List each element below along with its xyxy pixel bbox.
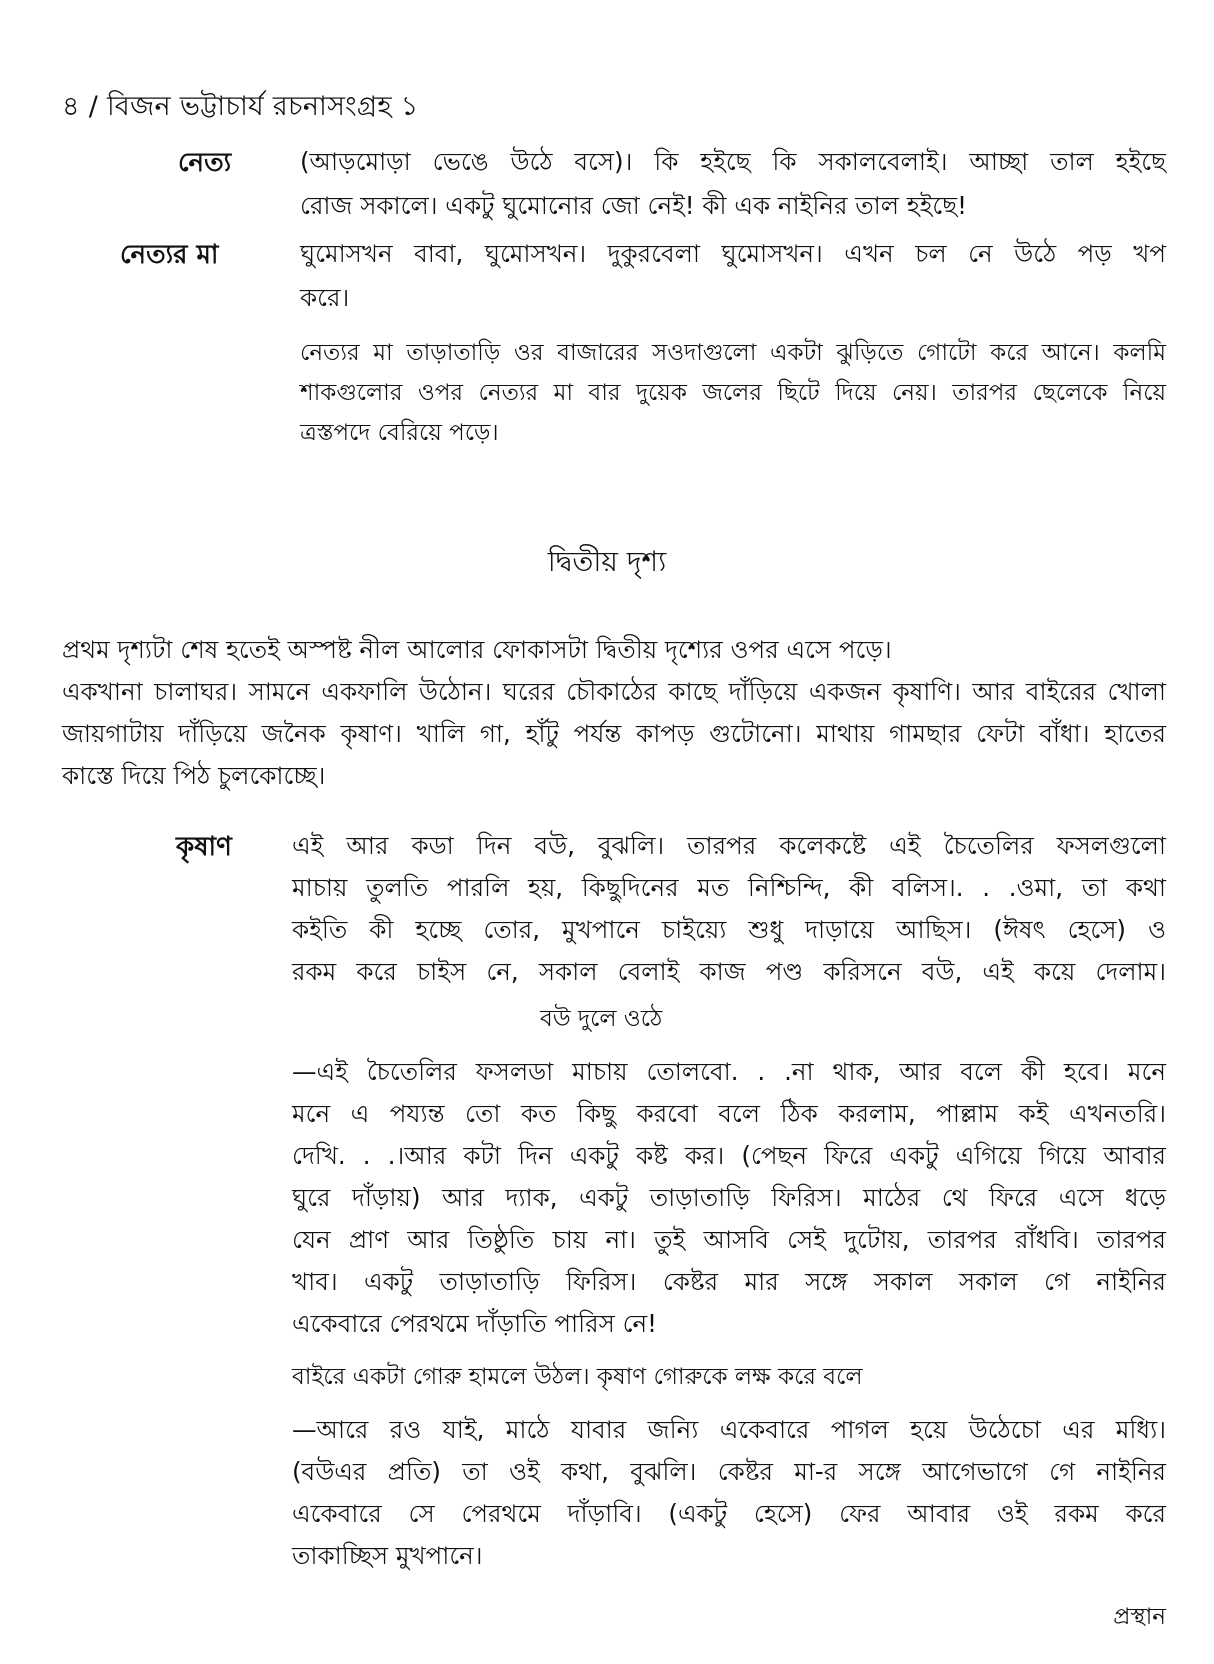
intro-line: একখানা চালাঘর। সামনে একফালি উঠোন। ঘরের চৌকাঠের কাছে দাঁড়িয়ে একজন কৃষাণি। আর বাইরের খোলা — [62, 677, 1166, 706]
speech-line: তাকাচ্ছিস মুখপানে। — [292, 1541, 483, 1570]
speaker-netyar-ma: নেত্যর মা — [120, 240, 219, 270]
speech-line: একেবারে সে পেরথমে দাঁড়াবি। (একটু হেসে) ফের আবার ওই রকম করে — [292, 1499, 1166, 1528]
dialogue-line: (আড়মোড়া ভেঙে উঠে বসে)। কি হইছে কি সকালবেলাই। আচ্ছা তাল হইছে — [300, 147, 1166, 176]
speaker-krishan: কৃষাণ — [176, 832, 232, 862]
speech-line: ঘুরে দাঁড়ায়) আর দ্যাক, একটু তাড়াতাড়ি ফিরিস। মাঠের থে ফিরে এসে ধড়ে — [292, 1183, 1166, 1212]
speech-line: মাচায় তুলতি পারলি হয়, কিছুদিনের মত নিশ্চিন্দি, কী বলিস।. . .ওমা, তা কথা — [292, 873, 1166, 902]
header-separator: / — [88, 91, 99, 122]
speech-line: —আরে রও যাই, মাঠে যাবার জন্যি একেবারে পাগল হয়ে উঠেচো এর মধ্যি। — [292, 1415, 1166, 1444]
speech-line: খাব। একটু তাড়াতাড়ি ফিরিস। কেষ্টর মার সঙ্গে সকাল সকাল গে নাইনির — [292, 1267, 1166, 1296]
exit-direction: প্রস্থান — [1113, 1604, 1166, 1630]
dialogue-line: রোজ সকালে। একটু ঘুমোনোর জো নেই! কী এক নাইনির তাল হইছে! — [300, 191, 967, 220]
intro-line: প্রথম দৃশ্যটা শেষ হতেই অস্পষ্ট নীল আলোর ফোকাসটা দ্বিতীয় দৃশ্যের ওপর এসে পড়ে। — [62, 635, 892, 664]
dialogue-line: করে। — [300, 283, 350, 312]
running-header — [62, 86, 419, 131]
stage-direction-line: ত্রস্তপদে বেরিয়ে পড়ে। — [300, 420, 499, 446]
dialogue-line: ঘুমোসখন বাবা, ঘুমোসখন। দুকুরবেলা ঘুমোসখন। এখন চল নে উঠে পড় খপ — [300, 239, 1166, 268]
page-number: ৪ — [62, 91, 80, 122]
speech-line: কইতি কী হচ্ছে তোর, মুখপানে চাইয়্যে শুধু দাড়ায়ে আছিস। (ঈষৎ হেসে) ও — [292, 915, 1166, 944]
intro-line: কাস্তে দিয়ে পিঠ চুলকোচ্ছে। — [62, 761, 326, 790]
book-title: বিজন ভট্টাচার্য রচনাসংগ্রহ ১ — [107, 91, 419, 122]
speaker-netya: নেত্য — [178, 148, 232, 178]
stage-direction-line: শাকগুলোর ওপর নেত্যর মা বার দুয়েক জলের ছিটে দিয়ে নেয়। তারপর ছেলেকে নিয়ে — [300, 380, 1166, 406]
speech-line: একেবারে পেরথমে দাঁড়াতি পারিস নে! — [292, 1309, 657, 1338]
speech-line: রকম করে চাইস নে, সকাল বেলাই কাজ পণ্ড করিসনে বউ, এই কয়ে দেলাম। — [292, 957, 1166, 986]
stage-direction: বউ দুলে ওঠে — [540, 1006, 663, 1032]
intro-line: জায়গাটায় দাঁড়িয়ে জনৈক কৃষাণ। খালি গা, হাঁটু পর্যন্ত কাপড় গুটোনো। মাথায় গামছার ফেটা বাঁধা। হাতের — [62, 719, 1166, 748]
speech-line: দেখি. . .।আর কটা দিন একটু কষ্ট কর। (পেছন ফিরে একটু এগিয়ে গিয়ে আবার — [292, 1141, 1166, 1170]
scene-title: দ্বিতীয় দৃশ্য — [547, 545, 667, 578]
speech-line: মনে এ পয্যন্ত তো কত কিছু করবো বলে ঠিক করলাম, পাল্লাম কই এখনতরি। — [292, 1099, 1166, 1128]
stage-direction-line: নেত্যর মা তাড়াতাড়ি ওর বাজারের সওদাগুলো একটা ঝুড়িতে গোটো করে আনে। কলমি — [300, 340, 1166, 366]
speech-line: —এই চৈতেলির ফসলডা মাচায় তোলবো. . .না থাক, আর বলে কী হবে। মনে — [292, 1057, 1166, 1086]
speech-line: এই আর কডা দিন বউ, বুঝলি। তারপর কলেকষ্টে এই চৈতেলির ফসলগুলো — [292, 831, 1166, 860]
stage-direction: বাইরে একটা গোরু হামলে উঠল। কৃষাণ গোরুকে লক্ষ করে বলে — [292, 1364, 863, 1390]
speech-line: (বউএর প্রতি) তা ওই কথা, বুঝলি। কেষ্টর মা-র সঙ্গে আগেভাগে গে নাইনির — [292, 1457, 1166, 1486]
speech-line: যেন প্রাণ আর তিষ্ঠুতি চায় না। তুই আসবি সেই দুটোয়, তারপর রাঁধবি। তারপর — [292, 1225, 1166, 1254]
